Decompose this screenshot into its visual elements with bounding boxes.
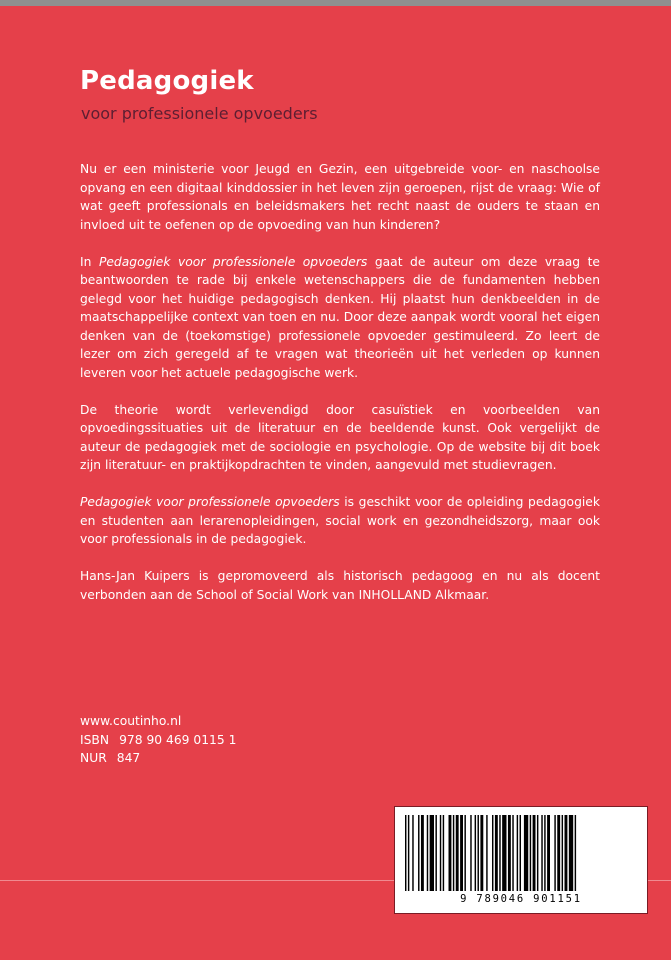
barcode-bar	[405, 815, 406, 891]
barcode-bar	[421, 815, 424, 891]
barcode-bar	[470, 815, 471, 891]
barcode-bar	[554, 815, 555, 891]
barcode-bar	[557, 815, 560, 891]
book-subtitle: voor professionele opvoeders	[81, 104, 318, 123]
barcode-bar	[512, 815, 513, 891]
barcode-bar	[440, 815, 441, 891]
top-edge-strip	[0, 0, 671, 6]
paragraph-2	[80, 253, 600, 383]
paragraph-2-rest: gaat de auteur om deze vraag te beantwoorden te rade bij enkele wetenschappers die de fundamenten hebben gelegd voor het huidige pedagogisch denken. Hij plaatst hun denkbeelden in de maatschappelijke context van toen en nu. Door deze aanpak wordt vooral het eigen denken van de (toekomstige) professionele opvoeder gestimuleerd. Zo leert de lezer om zich geregeld af te vragen wat theorieën uit het verleden op kunnen leveren voor het actuele pedagogische werk.	[80, 254, 600, 380]
barcode-bar	[408, 815, 409, 891]
barcode	[394, 806, 648, 914]
website-row	[80, 712, 236, 731]
paragraph-3: De theorie wordt verlevendigd door casuïstiek en voorbeelden van opvoedingssituaties uit de literatuur en de beeldende kunst. Ook vergelijkt de auteur de pedagogiek met de sociologie en psychologie. Op de website bij dit boek zijn literatuur- en praktijkopdrachten te vinden, aangevuld met studievragen.	[80, 402, 600, 472]
barcode-bar	[443, 815, 444, 891]
barcode-bar	[418, 815, 419, 891]
barcode-bar	[492, 815, 493, 891]
barcode-bar	[464, 815, 465, 891]
barcode-bar	[544, 815, 545, 891]
barcode-bar	[547, 815, 550, 891]
barcode-bar	[453, 815, 454, 891]
barcode-bar	[460, 815, 463, 891]
website-link[interactable]: www.coutinho.nl	[80, 714, 182, 728]
barcode-bar	[475, 815, 476, 891]
paragraph-2-prefix: In	[80, 254, 99, 269]
isbn-label: ISBN	[80, 732, 110, 747]
barcode-bar	[537, 815, 538, 891]
barcode-bar	[575, 815, 576, 891]
nur-value: 847	[116, 751, 141, 765]
barcode-bar	[508, 815, 511, 891]
barcode-bar	[562, 815, 563, 891]
barcode-bar	[524, 815, 528, 891]
barcode-bar	[456, 815, 459, 891]
barcode-bar	[530, 815, 531, 891]
barcode-bar	[541, 815, 542, 891]
barcode-bar	[478, 815, 479, 891]
barcode-bar	[480, 815, 483, 891]
paragraph-4	[80, 493, 600, 549]
barcode-bar	[533, 815, 536, 891]
isbn-row	[80, 731, 236, 750]
barcode-bar	[435, 815, 436, 891]
barcode-bar	[569, 815, 573, 891]
barcode-bar	[499, 815, 500, 891]
publication-info	[80, 712, 236, 768]
book-title: Pedagogiek	[80, 66, 254, 96]
paragraph-1: Nu er een ministerie voor Jeugd en Gezin, een uitgebreide voor- en naschoolse opvang en een digitaal kinddossier in het leven zijn geroepen, rijst de vraag: Wie of wat geeft professionals en beleidsmakers het recht naast de ouders te staan en invloed uit te oefenen op de opvoeding van hun kinderen?	[80, 162, 600, 232]
barcode-bar	[449, 815, 452, 891]
barcode-bar	[502, 815, 506, 891]
paragraph-2-title: Pedagogiek voor professionele opvoeders	[98, 254, 368, 269]
barcode-bar	[427, 815, 428, 891]
barcode-bars	[403, 815, 639, 891]
paragraph-4-title: Pedagogiek voor professionele opvoeders	[80, 495, 340, 509]
barcode-digits: 9 789046 901151	[460, 893, 582, 905]
paragraph-4-rest: is geschikt voor de opleiding pedagogiek en studenten aan lerarenopleidingen, social work en gezondheidszorg, maar ook voor professionals in de pedagogiek.	[80, 495, 600, 546]
barcode-bar	[565, 815, 568, 891]
barcode-bar	[495, 815, 498, 891]
barcode-bar	[517, 815, 518, 891]
nur-label: NUR	[80, 751, 107, 765]
barcode-bar	[520, 815, 521, 891]
barcode-bar	[430, 815, 434, 891]
barcode-bar	[412, 815, 413, 891]
blurb-text	[80, 160, 600, 623]
paragraph-5: Hans-Jan Kuipers is gepromoveerd als historisch pedagoog en nu als docent verbonden aan de School of Social Work van INHOLLAND Alkmaar.	[80, 569, 600, 602]
isbn-value: 978 90 469 0115 1	[119, 732, 237, 747]
nur-row	[80, 749, 236, 768]
barcode-bar	[486, 815, 487, 891]
